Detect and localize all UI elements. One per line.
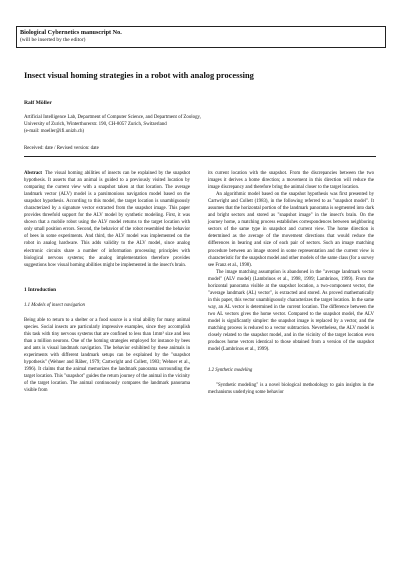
abstract-label: Abstract	[24, 171, 43, 176]
left-column	[24, 170, 190, 394]
affiliation-email: (e-mail: moeller@ifi.unizh.ch)	[24, 129, 85, 134]
body-paragraph: The image matching assumption is abandoned in the "average landmark vector model" (ALV model) (Lambrinos et al., 1998, 1999; Lambrinos, 1999). From the horizontal panorama visible at the snapshot location, a two-component vector, the "average landmark (AL) vector", is extracted and stored. As proved mathematically in this paper, this vector unambiguously characterizes the target location. In the same way, an AL vector is determined in the current location. The difference between the two AL vectors gives the home vector. Compared to the snapshot model, the ALV model is significantly simpler: the snapshot image is replaced by a vector, and the matching process is reduced to a vector subtraction. Nevertheless, the ALV model is closely related to the snapshot model, and in the vicinity of the target location even produces home vectors identical to those obtained from a version of the snapshot model (Lambrinos et al., 1999).	[208, 269, 374, 353]
body-paragraph: its current location with the snapshot. From the discrepancies between the two images it derives a home direction; a movement in this direction will reduce the image discrepancy and therefore bring the animal closer to the target location.	[208, 171, 374, 191]
abstract-text: The visual homing abilities of insects can be explained by the snapshot hypothesis. It asserts that an animal is guided to a previously visited location by comparing the current view with a snapshot taken at that location. The average landmark vector (ALV) model is a parsimonious navigation model based on the snapshot hypothesis. According to this model, the target location is unambiguously characterized by a signature vector extracted from the snapshot image. This paper provides threefold support for the ALV model by synthetic modeling. First, it was shown that a mobile robot using the ALV model returns to the target location with only small position errors. Second, the behavior of the robot resembled the behavior of bees in some experiments. And third, the ALV model was implemented on the robot in analog hardware. This adds validity to the ALV model, since analog electronic circuits share a number of information processing principles with biological nervous systems; the analog implementation therefore provides suggestions how visual homing abilities might be implemented in the insect's brain.	[24, 171, 190, 268]
body-paragraph: "Synthetic modeling" is a novel biological methodology to gain insights in the mechanisms underlying some behavior	[208, 383, 374, 396]
subsection-heading: 1.1 Models of insect navigation	[24, 302, 85, 308]
body-paragraph: An algorithmic model based on the snapshot hypothesis was first presented by Cartwright and Collett (1983), in the following referred to as "snapshot model". It assumes that the horizontal portion of the landmark panorama is segmented into dark and bright sectors and stored as "snapshot image" in the insect's brain. On the journey home, a matching process establishes correspondences between neighboring sectors of the same type in snapshot and current view. The home direction is determined as the average of the movement directions that would reduce the differences in bearing and size of each pair of sectors. Such an image matching procedure between an image stored in some representation and the current view is characteristic for the snapshot model and other models of the same class (for a survey see Franz et al., 1998).	[208, 192, 374, 268]
section-heading: 1 Introduction	[24, 286, 57, 293]
body-paragraph: Being able to return to a shelter or a food source is a vital ability for many animal species. Social insects are particularly impressive examples, since they accomplish this task with tiny nervous systems that are confined to less than 1mm³ size and less than a million neurons. One of the homing strategies employed for instance by bees and ants is visual landmark navigation. The behavior exhibited by these animals in experiments with different landmark setups can be explained by the "snapshot hypothesis" (Wehner and Räber, 1979; Cartwright and Collett, 1983; Wehner et al., 1996). It claims that the animal memorizes the landmark panorama surrounding the target location. This "snapshot" guides the return journey of the animal in the vicinity of the target location. The animal continuously compares the landmark panorama visible from	[24, 317, 190, 394]
author-name: Ralf Möller	[24, 100, 52, 106]
affiliation-line: Artificial Intelligence Lab, Department of Computer Science, and Department of Zoology,	[24, 115, 201, 120]
divider	[24, 156, 376, 157]
paper-title: Insect visual homing strategies in a robot with analog processing	[24, 71, 254, 80]
right-column	[208, 170, 374, 396]
journal-line: Biological Cybernetics manuscript No.	[20, 29, 122, 36]
abstract	[24, 170, 190, 269]
received-line: Received: date / Revised version: date	[24, 146, 99, 151]
affiliation	[24, 114, 324, 135]
manuscript-header-box	[16, 26, 386, 48]
affiliation-line: University of Zurich, Winterthurerstr. 190, CH-8057 Zurich, Switzerland	[24, 122, 167, 127]
subsection-heading: 1.2 Synthetic modeling	[208, 368, 253, 374]
editor-note: (will be inserted by the editor)	[20, 37, 86, 43]
